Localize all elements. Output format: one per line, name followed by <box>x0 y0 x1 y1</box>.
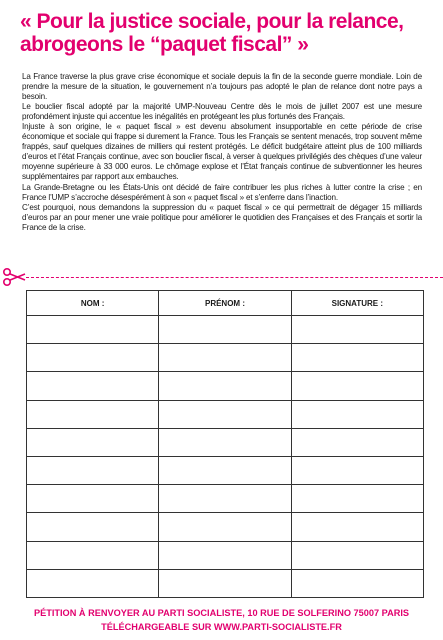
nom-cell[interactable] <box>27 400 159 428</box>
nom-cell[interactable] <box>27 485 159 513</box>
table-row <box>27 456 424 484</box>
table-row <box>27 400 424 428</box>
prenom-cell[interactable] <box>159 316 291 344</box>
prenom-cell[interactable] <box>159 541 291 569</box>
table-row <box>27 316 424 344</box>
nom-cell[interactable] <box>27 316 159 344</box>
column-header-nom: NOM : <box>27 291 159 316</box>
nom-cell[interactable] <box>27 569 159 597</box>
prenom-cell[interactable] <box>159 428 291 456</box>
column-header-signature: SIGNATURE : <box>291 291 423 316</box>
signature-rows <box>27 316 424 598</box>
prenom-cell[interactable] <box>159 372 291 400</box>
table-row <box>27 569 424 597</box>
title-line-2: abrogeons le “paquet fiscal” » <box>20 33 309 56</box>
prenom-cell[interactable] <box>159 569 291 597</box>
prenom-cell[interactable] <box>159 485 291 513</box>
table-row <box>27 485 424 513</box>
paragraph: La Grande-Bretagne ou les États-Unis ont décidé de faire contribuer les plus riches à lutter contre la crise ; en France l’UMP s’accroche désespérément à son « paquet fiscal » et s’enferre dans l’inaction. <box>22 182 422 202</box>
petition-body <box>22 72 422 233</box>
scissors-icon <box>2 267 26 287</box>
signature-cell[interactable] <box>291 485 423 513</box>
prenom-cell[interactable] <box>159 456 291 484</box>
paragraph: La France traverse la plus grave crise économique et sociale depuis la fin de la seconde guerre mondiale. Loin de prendre la mesure de la situation, le gouvernement n’a toujours pas adopté le plan de relance dont notre pays a besoin. <box>22 72 422 102</box>
signature-cell[interactable] <box>291 372 423 400</box>
nom-cell[interactable] <box>27 456 159 484</box>
signature-table <box>26 290 424 598</box>
signature-cell[interactable] <box>291 344 423 372</box>
column-header-prenom: PRÉNOM : <box>159 291 291 316</box>
table-row <box>27 541 424 569</box>
signature-cell[interactable] <box>291 428 423 456</box>
table-row <box>27 428 424 456</box>
nom-cell[interactable] <box>27 541 159 569</box>
signature-cell[interactable] <box>291 456 423 484</box>
table-row <box>27 513 424 541</box>
return-address: PÉTITION À RENVOYER AU PARTI SOCIALISTE, 10 RUE DE SOLFERINO 75007 PARIS <box>33 608 410 618</box>
nom-cell[interactable] <box>27 513 159 541</box>
nom-cell[interactable] <box>27 428 159 456</box>
table-row <box>27 344 424 372</box>
signature-cell[interactable] <box>291 513 423 541</box>
download-link[interactable]: TÉLÉCHARGEABLE SUR WWW.PARTI-SOCIALISTE.FR <box>101 622 342 632</box>
signature-cell[interactable] <box>291 569 423 597</box>
table-header-row <box>27 291 424 316</box>
signature-cell[interactable] <box>291 400 423 428</box>
nom-cell[interactable] <box>27 344 159 372</box>
prenom-cell[interactable] <box>159 344 291 372</box>
signature-cell[interactable] <box>291 541 423 569</box>
table-row <box>27 372 424 400</box>
paragraph: Le bouclier fiscal adopté par la majorité UMP-Nouveau Centre dès le mois de juillet 2007 est une mesure profondément injuste qui accentue les inégalités en protégeant les plus fortunés des Français. <box>22 102 422 122</box>
paragraph: C’est pourquoi, nous demandons la suppression du « paquet fiscal » ce qui permettrait de dégager 15 milliards d’euros par an pour mener une vraie politique pour améliorer le quotidien des Françaises et des Français et sortir la France de la crise. <box>22 202 422 232</box>
nom-cell[interactable] <box>27 372 159 400</box>
signature-cell[interactable] <box>291 316 423 344</box>
prenom-cell[interactable] <box>159 400 291 428</box>
title-line-1: « Pour la justice sociale, pour la relance, <box>20 10 404 33</box>
prenom-cell[interactable] <box>159 513 291 541</box>
petition-title <box>20 10 425 56</box>
cut-line <box>26 277 443 278</box>
paragraph: Injuste à son origine, le « paquet fiscal » est devenu absolument insupportable en cette période de crise économique et sociale qui frappe si durement la France. Tous les Français se sentent menacés, trop souvent même frappés, sauf quelques dizaines de milliers qui restent protégés. Le déficit budgétaire atteint plus de 100 milliards d’euros et l’état Français continue, avec son bouclier fiscal, à verser à quelques privilégiés des chèques d’une valeur moyenne supérieure à 33 000 euros. Le chômage explose et l’État français continue de subventionner les heures supplémentaires par rapport aux embauches. <box>22 122 422 182</box>
